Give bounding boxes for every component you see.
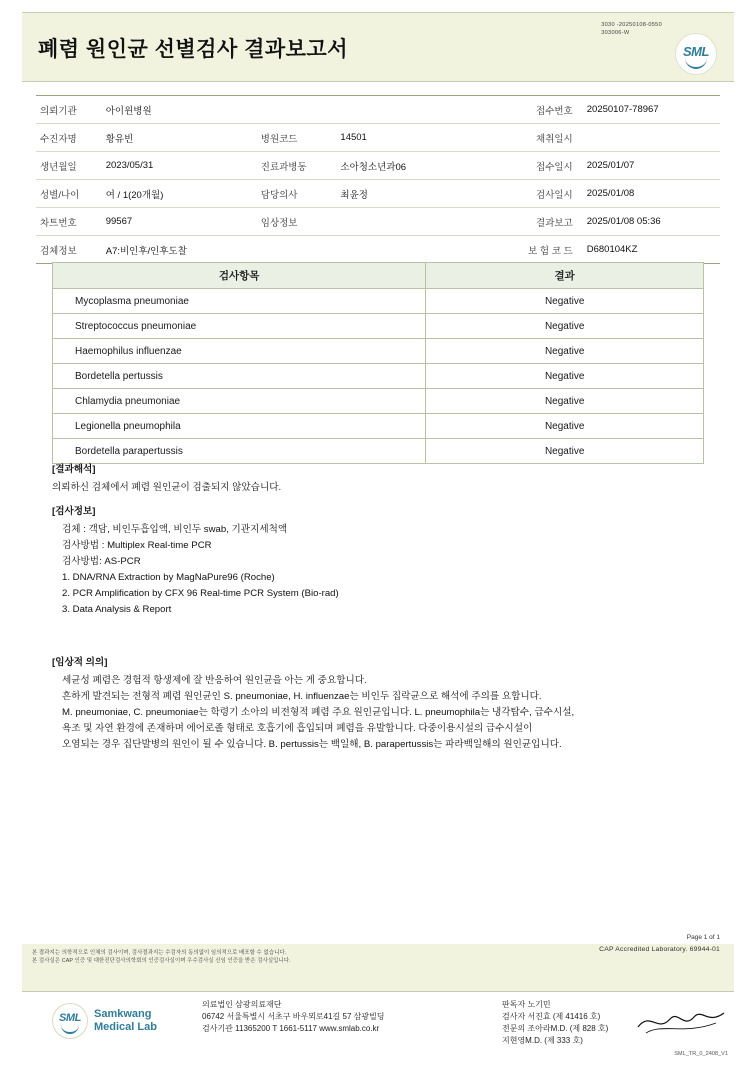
table-row <box>53 389 704 414</box>
info-label: 생년월일 <box>36 152 102 180</box>
test-name: Legionella pneumophila <box>53 414 426 439</box>
info-label: 의뢰기관 <box>36 96 102 124</box>
info-value: 2025/01/07 <box>583 152 720 180</box>
header-code-line1: 3030 -20250108-0550 <box>601 22 662 28</box>
address-line-2: 06742 서울특별시 서초구 바우뫼로41길 57 삼광빌딩 <box>202 1012 385 1021</box>
table-row <box>36 124 720 152</box>
column-header-test: 검사항목 <box>53 263 426 289</box>
info-value <box>336 236 493 264</box>
info-label: 차트번호 <box>36 208 102 236</box>
test-info-line: 검체 : 객담, 비인두흡입액, 비인두 swab, 기관지세척액 <box>62 524 288 535</box>
signer-line-2: 검사자 서진효 (제 41416 호) <box>502 1012 601 1021</box>
info-value <box>583 124 720 152</box>
table-row <box>53 439 704 464</box>
test-info-line: 1. DNA/RNA Extraction by MagNaPure96 (Roche) <box>62 572 275 583</box>
footer-identity <box>22 995 734 1057</box>
info-value: 2025/01/08 <box>583 180 720 208</box>
table-row <box>36 152 720 180</box>
interpretation-body: 의뢰하신 검체에서 폐렴 원인균이 검출되지 않았습니다. <box>52 482 282 493</box>
cap-accreditation: CAP Accredited Laboratory. 69944-01 <box>599 946 720 953</box>
info-label <box>257 96 337 124</box>
info-value: 황유빈 <box>102 124 257 152</box>
table-row <box>53 314 704 339</box>
test-info-line: 3. Data Analysis & Report <box>62 604 172 615</box>
patient-info-table <box>36 95 720 264</box>
result-table <box>52 262 704 464</box>
info-value: 20250107-78967 <box>583 96 720 124</box>
info-label: 수진자명 <box>36 124 102 152</box>
info-value: 14501 <box>336 124 493 152</box>
test-info-section <box>52 504 712 618</box>
address-line-1: 의료법인 삼광의료재단 <box>202 1000 282 1009</box>
info-label: 채취일시 <box>493 124 583 152</box>
info-label: 결과보고 <box>493 208 583 236</box>
test-name: Haemophilus influenzae <box>53 339 426 364</box>
info-label: 진료과병동 <box>257 152 337 180</box>
lab-address <box>202 999 385 1035</box>
table-header-row <box>53 263 704 289</box>
clinical-line: 흔하게 발견되는 전형적 폐렴 원인균인 S. pneumoniae, H. influenzae는 비인두 집락균으로 해석에 주의를 요합니다. <box>62 691 542 702</box>
signer-line-1: 판독자 노기민 <box>502 1000 551 1009</box>
info-label: 검사일시 <box>493 180 583 208</box>
info-label: 접수일시 <box>493 152 583 180</box>
info-label: 병원코드 <box>257 124 337 152</box>
info-value <box>336 208 493 236</box>
table-row <box>36 236 720 264</box>
header-code <box>601 21 662 37</box>
clinical-line: 오염되는 경우 집단발병의 원인이 될 수 있습니다. B. pertussis는 백일해, B. parapertussis는 파라백일해의 원인균입니다. <box>62 739 562 750</box>
info-label: 보 험 코 드 <box>493 236 583 264</box>
test-result: Negative <box>426 439 704 464</box>
lab-name <box>94 1008 157 1034</box>
sml-logo <box>670 33 722 75</box>
signers-block <box>502 999 608 1047</box>
logo-circle-icon <box>675 33 717 75</box>
info-value: 2023/05/31 <box>102 152 257 180</box>
signer-line-3: 전문의 조아라M.D. (제 828 호) <box>502 1024 609 1033</box>
test-result: Negative <box>426 289 704 314</box>
page-title: 폐렴 원인균 선별검사 결과보고서 <box>38 38 349 61</box>
info-label <box>257 236 337 264</box>
info-value <box>336 96 493 124</box>
test-info-line: 검사방법 : Multiplex Real-time PCR <box>62 540 212 551</box>
document-id: SML_TR_0_2408_V1 <box>674 1051 728 1057</box>
table-row <box>36 96 720 124</box>
interpretation-section <box>52 462 712 496</box>
test-name: Streptococcus pneumoniae <box>53 314 426 339</box>
test-name: Mycoplasma pneumoniae <box>53 289 426 314</box>
info-value: 최윤정 <box>336 180 493 208</box>
info-value: 소아청소년과06 <box>336 152 493 180</box>
footer-band <box>22 934 734 992</box>
info-label: 검체정보 <box>36 236 102 264</box>
info-label: 성별/나이 <box>36 180 102 208</box>
test-info-line: 검사방법: AS-PCR <box>62 556 141 567</box>
info-value: D680104KZ <box>583 236 720 264</box>
table-row <box>53 364 704 389</box>
clinical-line: 욕조 및 자연 환경에 존재하며 에어로졸 형태로 호흡기에 흡입되며 폐렴을 유발합니다. 다중이용시설의 급수시설이 <box>62 723 533 734</box>
test-name: Bordetella parapertussis <box>53 439 426 464</box>
lab-logo <box>52 1003 157 1039</box>
table-row <box>53 339 704 364</box>
info-value: 여 / 1(20개월) <box>102 180 257 208</box>
test-result: Negative <box>426 314 704 339</box>
table-row <box>53 414 704 439</box>
interpretation-title: [결과해석] <box>52 464 96 475</box>
test-info-title: [검사정보] <box>52 506 96 517</box>
header-code-line2: 303006-W <box>601 30 630 36</box>
info-value: 99567 <box>102 208 257 236</box>
table-row <box>36 208 720 236</box>
table-row <box>53 289 704 314</box>
logo-text: SML <box>683 44 709 59</box>
test-info-line: 2. PCR Amplification by CFX 96 Real-time PCR System (Bio-rad) <box>62 588 339 599</box>
test-result: Negative <box>426 414 704 439</box>
info-label: 임상정보 <box>257 208 337 236</box>
clinical-title: [임상적 의의] <box>52 657 108 668</box>
sml-badge-icon <box>52 1003 88 1039</box>
clinical-line: 세균성 폐렴은 경험적 항생제에 잘 반응하여 원인균을 아는 게 중요합니다. <box>62 675 367 686</box>
info-label: 접수번호 <box>493 96 583 124</box>
info-value: A7:비인후/인후도찰 <box>102 236 257 264</box>
signer-line-4: 지현영M.D. (제 333 호) <box>502 1036 583 1045</box>
footer-disclaimer-2: 본 검사실은 CAP 인증 및 대한진단검사의학회의 인증검사실이며 우수검사실 신임 인증을 받은 검사실입니다. <box>32 958 291 964</box>
report-header <box>22 12 734 82</box>
sml-badge-arc-icon <box>61 1025 79 1034</box>
test-result: Negative <box>426 339 704 364</box>
lab-name-line1: Samkwang <box>94 1008 152 1020</box>
info-value: 아이윈병원 <box>102 96 257 124</box>
test-name: Bordetella pertussis <box>53 364 426 389</box>
test-result: Negative <box>426 364 704 389</box>
footer-disclaimer-1: 본 결과지는 의학적으로 인체의 검사이며, 검사결과지는 수검자의 동의없이 임의적으로 배포할 수 없습니다. <box>32 950 287 956</box>
test-result: Negative <box>426 389 704 414</box>
info-value: 2025/01/08 05:36 <box>583 208 720 236</box>
clinical-line: M. pneumoniae, C. pneumoniae는 학령기 소아의 비전형적 폐렴 주요 원인균입니다. L. pneumophila는 냉각탑수, 급수시설, <box>62 707 575 718</box>
sml-badge-text: SML <box>58 1012 82 1024</box>
test-name: Chlamydia pneumoniae <box>53 389 426 414</box>
column-header-result: 결과 <box>426 263 704 289</box>
lab-name-line2: Medical Lab <box>94 1021 157 1033</box>
table-row <box>36 180 720 208</box>
page-number: Page 1 of 1 <box>686 934 720 941</box>
clinical-section <box>52 655 712 753</box>
logo-arc-icon <box>685 58 707 69</box>
info-label: 담당의사 <box>257 180 337 208</box>
address-line-3: 검사기관 11365200 T 1661-5117 www.smlab.co.kr <box>202 1024 380 1033</box>
signature-icon <box>636 1005 726 1039</box>
